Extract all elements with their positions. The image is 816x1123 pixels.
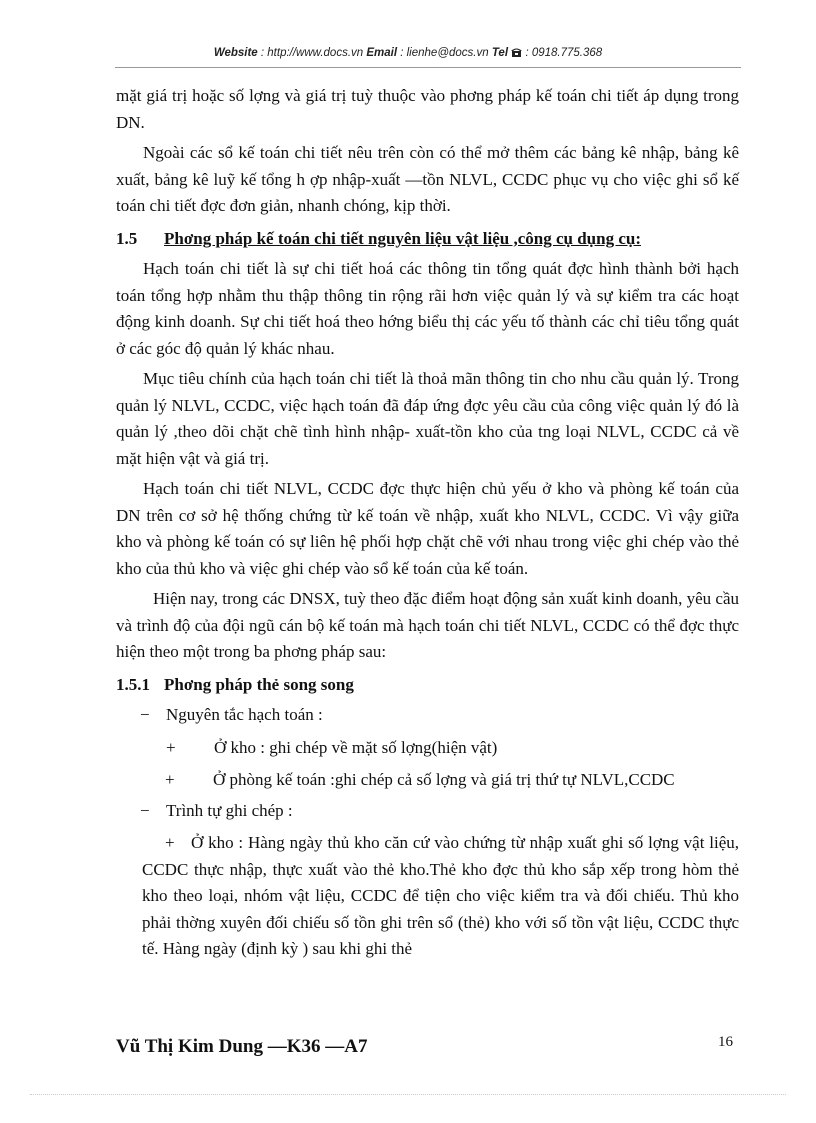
website-label: Website	[213, 47, 258, 59]
list-item	[116, 767, 739, 794]
tel-value: : 0918.775.368	[525, 47, 603, 59]
paragraph-5: Hạch toán chi tiết NLVL, CCDC đợc thực hiện chủ yếu ở kho và phòng kế toán của DN trên cơ sở hệ thống chứng từ kế toán về nhập, xuất kho NLVL, CCDC. Vì vậy giữa kho và phòng kế toán có sự liên hệ phối hợp chặt chẽ với nhau trong việc ghi chép vào thẻ kho của thủ kho và việc ghi chép vào sổ kế toán của kế toán.	[116, 479, 739, 578]
paragraph-6: Hiện nay, trong các DNSX, tuỳ theo đặc điểm hoạt động sản xuất kinh doanh, yêu cầu và trình độ của đội ngũ cán bộ kế toán mà hạch toán chi tiết NLVL, CCDC có thể đợc thực hiện theo một trong ba phơng pháp sau:	[116, 589, 739, 661]
dash-bullet: −	[140, 800, 150, 820]
plus-bullet: +	[165, 770, 175, 789]
tel-label: Tel	[491, 47, 509, 59]
plus-bullet: +	[165, 833, 175, 852]
section-heading-1-5-1	[116, 672, 739, 699]
email-label: Email	[366, 47, 398, 59]
page-header	[0, 47, 816, 59]
paragraph-2: Ngoài các sổ kế toán chi tiết nêu trên còn có thể mở thêm các bảng kê nhập, bảng kê xuất, bảng kê luỹ kế tổng h ợp nhập-xuất —tồn NLVL, CCDC phục vụ cho việc ghi sổ kế toán chi tiết đợc đơn giản, nhanh chóng, kịp thời.	[116, 143, 739, 215]
section-heading-1-5	[116, 226, 739, 253]
section-title: Phơng pháp kế toán chi tiết nguyên liệu vật liệu ,công cụ dụng cụ:	[164, 228, 641, 248]
dash-bullet: −	[140, 705, 150, 724]
section-number: 1.5	[116, 228, 138, 248]
header-divider	[115, 67, 741, 68]
paragraph-3: Hạch toán chi tiết là sự chi tiết hoá các thông tin tổng quát đợc hình thành bởi hạch toán tổng hợp nhằm thu thập thông tin rộng rãi hơn việc quản lý và sự kiểm tra các hoạt động kinh doanh. Sự chi tiết hoá theo hớng biểu thị các yếu tố thành các chỉ tiêu tổng quát ở các góc độ quản lý khác nhau.	[116, 259, 739, 358]
subsection-title: Phơng pháp thẻ song song	[164, 674, 354, 694]
list-item	[116, 798, 739, 825]
list-item-text: Nguyên tắc hạch toán :	[166, 705, 323, 724]
list-item-text: Ở phòng kế toán :ghi chép cả số lợng và giá trị thứ tự NLVL,CCDC	[213, 770, 675, 789]
author-footer: Vũ Thị Kim Dung —K36 —A7	[116, 1036, 368, 1057]
page-content	[116, 83, 739, 963]
phone-icon	[511, 47, 525, 59]
paragraph-1: mặt giá trị hoặc số lợng và giá trị tuỳ thuộc vào phơng pháp kế toán chi tiết áp dụng trong DN.	[116, 86, 739, 132]
list-item	[116, 735, 739, 762]
bottom-divider	[30, 1094, 786, 1095]
website-value: : http://www.docs.vn	[257, 47, 367, 59]
email-value: : lienhe@docs.vn	[397, 47, 492, 59]
plus-bullet: +	[166, 737, 176, 757]
list-item	[116, 830, 739, 963]
subsection-number: 1.5.1	[116, 674, 150, 694]
page-number: 16	[718, 1034, 733, 1050]
list-item	[116, 702, 739, 729]
paragraph-4: Mục tiêu chính của hạch toán chi tiết là thoả mãn thông tin cho nhu cầu quản lý. Trong quản lý NLVL, CCDC, việc hạch toán đã đáp ứng đợc yêu cầu của công việc quản lý đó là quản lý ,theo dõi chặt chẽ tình hình nhập- xuất-tồn kho của tng loại NLVL, CCDC cả về mặt hiện vật và giá trị.	[116, 369, 739, 468]
list-item-text: Trình tự ghi chép :	[166, 800, 293, 820]
list-item-text: Ở kho : Hàng ngày thủ kho căn cứ vào chứng từ nhập xuất ghi số lợng vật liệu, CCDC thực nhập, thực xuất vào thẻ kho.Thẻ kho đợc thủ kho sắp xếp trong hòm thẻ kho theo loại, nhóm vật liệu, CCDC để tiện cho việc kiểm tra và đối chiếu. Thủ kho phải thờng xuyên đối chiếu số tồn ghi trên sổ (thẻ) kho với số tồn vật liệu, CCDC thực tế. Hàng ngày (định kỳ ) sau khi ghi thẻ	[142, 833, 739, 958]
list-item-text: Ở kho : ghi chép về mặt số lợng(hiện vật)	[214, 737, 498, 757]
